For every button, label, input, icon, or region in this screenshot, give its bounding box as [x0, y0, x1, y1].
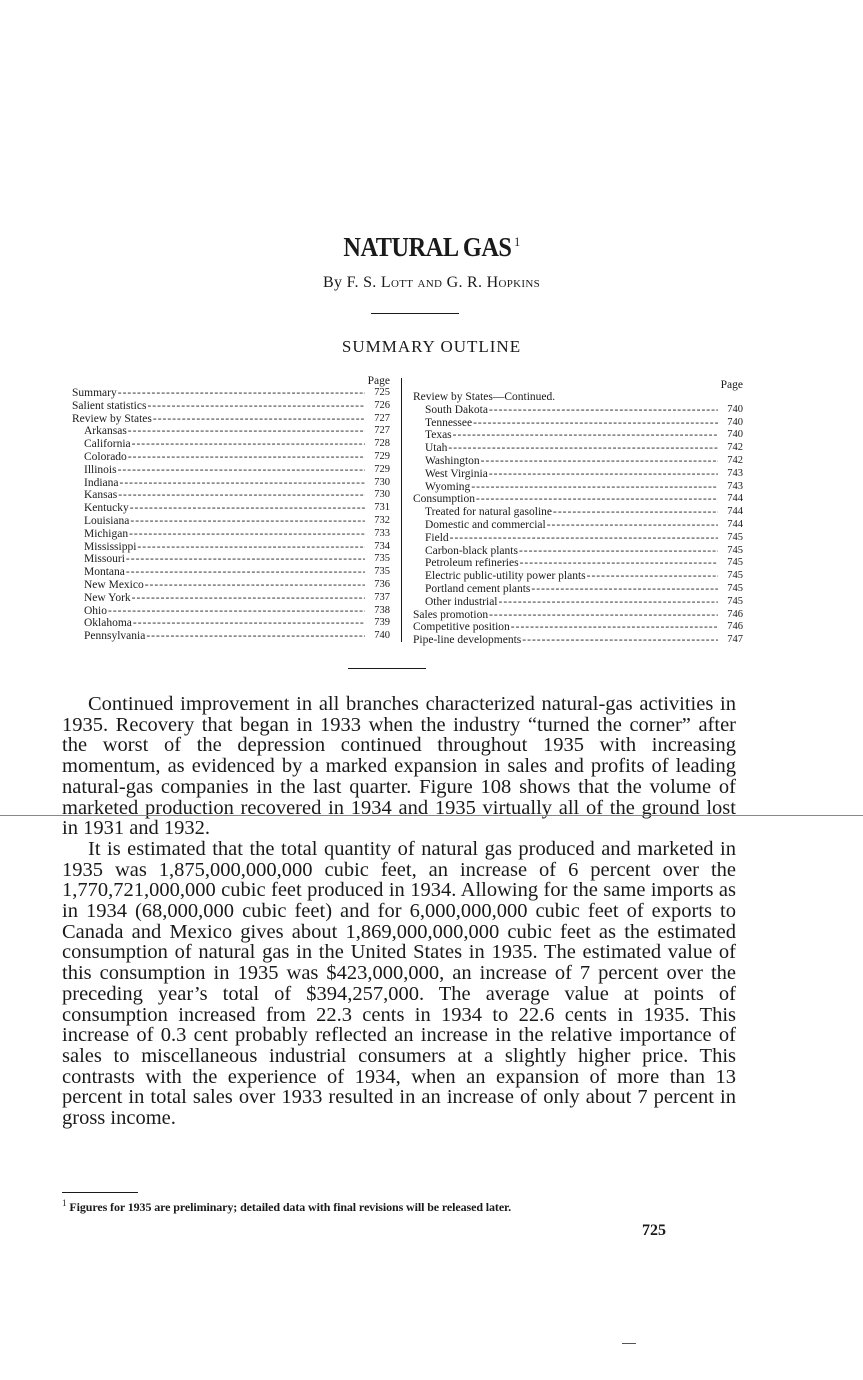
summary-outline-heading: SUMMARY OUTLINE	[341, 337, 522, 356]
outline-entry-leader	[499, 596, 719, 609]
outline-entry-label: Pennsylvania	[84, 630, 146, 643]
scan-artifact-dash	[622, 1343, 636, 1344]
outline-entry	[413, 634, 743, 647]
outline-entry-page: 729	[374, 463, 390, 475]
outline-entry-leader	[118, 464, 365, 477]
outline-entry	[413, 493, 743, 506]
outline-entry-page: 744	[727, 506, 743, 518]
outline-entry-label: Arkansas	[84, 425, 127, 438]
article-title	[43, 232, 820, 263]
outline-entry	[413, 519, 743, 532]
outline-entry	[72, 387, 390, 400]
title-rule	[371, 313, 459, 314]
outline-entry	[72, 566, 390, 579]
outline-entry-label: New York	[84, 591, 131, 604]
outline-entry-label: Field	[425, 531, 449, 544]
outline-entry-page: 740	[374, 630, 390, 642]
author-2: G. R. Hopkins	[446, 274, 541, 291]
outline-entry-label: Utah	[425, 442, 448, 455]
outline-entry-label: Competitive position	[413, 621, 510, 634]
outline-entry-page: 745	[727, 570, 743, 582]
outline-entry	[413, 532, 743, 545]
outline-entry-page: 740	[727, 416, 743, 428]
outline-entry-label: Washington	[425, 454, 480, 467]
outline-entry-leader	[519, 545, 718, 558]
outline-entry-leader	[145, 579, 365, 592]
outline-entry-page: 745	[727, 544, 743, 556]
outline-entry	[72, 477, 390, 490]
outline-entry-leader	[489, 468, 718, 481]
outline-entry-page: 743	[727, 480, 743, 492]
outline-entry-label: Mississippi	[84, 540, 137, 553]
outline-entry-page: 729	[374, 450, 390, 462]
outline-entry-page: 745	[727, 582, 743, 594]
outline-entry-label: Domestic and commercial	[425, 518, 546, 531]
outline-entry-leader	[128, 451, 365, 464]
outline-entry	[72, 515, 390, 528]
outline-entry-leader	[118, 387, 365, 400]
outline-entry-page: 744	[727, 493, 743, 505]
outline-entry-label: Ohio	[84, 604, 107, 617]
outline-entry-page: 746	[727, 608, 743, 620]
outline-entry-leader	[473, 417, 718, 430]
outline-entry-leader	[489, 609, 718, 622]
outline-entry-page: 745	[727, 531, 743, 543]
outline-entry-page: 740	[727, 403, 743, 415]
outline-entry-leader	[126, 553, 365, 566]
outline-right-list	[413, 404, 743, 647]
outline-entry	[413, 455, 743, 468]
outline-entry-leader	[553, 506, 718, 519]
outline-entry-page: 725	[374, 387, 390, 398]
outline-entry-page: 727	[374, 425, 390, 437]
scan-artifact-line	[0, 815, 863, 816]
outline-entry-page: 744	[727, 518, 743, 530]
outline-entry	[72, 438, 390, 451]
outline-entry-label: Colorado	[84, 450, 127, 463]
outline-entry-leader	[137, 541, 365, 554]
outline-entry	[72, 400, 390, 413]
title-footnote-mark: 1	[514, 234, 520, 249]
outline-entry-leader	[481, 455, 718, 468]
outline-entry-page: 732	[374, 514, 390, 526]
outline-entry	[72, 630, 390, 643]
outline-entry-page: 736	[374, 578, 390, 590]
outline-entry-leader	[511, 621, 718, 634]
outline-entry-leader	[476, 493, 718, 506]
outline-entry-page: 739	[374, 617, 390, 629]
outline-entry-leader	[133, 617, 365, 630]
outline-entry-label: Pipe-line developments	[413, 634, 522, 647]
outline-entry	[72, 605, 390, 618]
outline-entry-page: 747	[727, 634, 743, 646]
outline-entry-page: 735	[374, 566, 390, 578]
outline-entry-page: 737	[374, 591, 390, 603]
outline-entry-label: Petroleum refineries	[425, 557, 519, 570]
outline-entry	[413, 429, 743, 442]
outline-entry-label: Missouri	[84, 553, 125, 566]
outline-entry-leader	[522, 634, 718, 647]
outline-entry-leader	[108, 605, 365, 618]
outline-entry	[72, 489, 390, 502]
outline-entry-label: Other industrial	[425, 595, 498, 608]
byline	[0, 274, 863, 292]
outline-entry-leader	[489, 404, 718, 417]
outline-entry	[413, 417, 743, 430]
outline-entry-leader	[453, 429, 718, 442]
outline-entry	[72, 425, 390, 438]
outline-entry-label: Oklahoma	[84, 617, 132, 630]
outline-entry-label: Tennessee	[425, 416, 473, 429]
outline-entry-leader	[520, 557, 718, 570]
outline-entry-leader	[129, 528, 365, 541]
outline-entry	[413, 583, 743, 596]
outline-entry-page: 730	[374, 476, 390, 488]
outline-entry-page: 728	[374, 438, 390, 450]
outline-entry	[413, 468, 743, 481]
outline-entry-page: 742	[727, 454, 743, 466]
outline-entry	[72, 592, 390, 605]
outline-entry-label: West Virginia	[425, 467, 488, 480]
outline-entry	[413, 596, 743, 609]
outline-entry	[413, 621, 743, 634]
outline-entry-label: Portland cement plants	[425, 582, 531, 595]
section-rule	[348, 668, 426, 669]
byline-and: and	[417, 274, 443, 291]
outline-entry-page: 727	[374, 412, 390, 424]
outline-entry-page: 730	[374, 489, 390, 501]
outline-entry	[72, 464, 390, 477]
outline-entry-page: 745	[727, 557, 743, 569]
outline-entry-label: Salient statistics	[72, 399, 147, 412]
outline-left-list	[72, 387, 390, 643]
outline-entry	[413, 404, 743, 417]
outline-entry-label: Indiana	[84, 476, 119, 489]
outline-entry-leader	[153, 413, 365, 426]
outline-entry-label: Review by States	[72, 412, 152, 425]
footnote-text: Figures for 1935 are preliminary; detailed data with final revisions will be released later.	[69, 1200, 512, 1214]
outline-entry	[413, 481, 743, 494]
outline-entry	[72, 413, 390, 426]
author-1: F. S. Lott	[346, 274, 414, 291]
outline-left-column	[72, 375, 390, 643]
outline-entry	[413, 609, 743, 622]
outline-entry-label: Montana	[84, 566, 125, 579]
outline-entry-page: 733	[374, 527, 390, 539]
outline-column-divider	[401, 378, 402, 642]
outline-entry-leader	[146, 630, 365, 643]
page-column-header-right: Page	[720, 379, 743, 391]
page-column-header-left: Page	[367, 375, 390, 387]
outline-entry-leader	[128, 425, 365, 438]
outline-entry-page: 738	[374, 604, 390, 616]
outline-entry-label: Summary	[72, 387, 117, 399]
outline-entry-leader	[450, 532, 718, 545]
outline-entry-leader	[126, 566, 365, 579]
outline-entry	[72, 541, 390, 554]
outline-entry-label: Illinois	[84, 463, 117, 476]
outline-entry-page: 726	[374, 399, 390, 411]
outline-entry-leader	[130, 515, 365, 528]
body-text	[62, 694, 736, 1129]
outline-entry-leader	[130, 502, 365, 515]
outline-entry-label: Kansas	[84, 489, 118, 502]
outline-entry-label: Louisiana	[84, 514, 130, 527]
paragraph-2: It is estimated that the total quantity of natural gas produced and marketed in 1935 was 1,875,000,000,000 cubic feet, an increase of 6 percent over the 1,770,721,000,000 cubic feet produced in 1934. Allowing for the same imports as in 1934 (68,000,000 cubic feet) and for 6,000,000,000 cubic feet of exports to Canada and Mexico gives about 1,869,000,000,000 cubic feet as the estimated consumption of natural gas in the United States in 1935. The estimated value of this consumption in 1935 was $423,000,000, an increase of 7 percent over the preceding year’s total of $394,257,000. The average value at points of consumption increased from 22.3 cents in 1934 to 22.6 cents in 1935. This increase of 0.3 cent probably reflected an increase in the relative importance of sales to miscellaneous industrial consumers at a slightly higher price. This contrasts with the experience of 1934, when an expansion of more than 13 percent in total sales over 1933 resulted in an increase of only about 7 percent in gross income.	[62, 837, 736, 1130]
outline-entry-leader	[587, 570, 718, 583]
outline-entry	[72, 579, 390, 592]
outline-entry	[413, 545, 743, 558]
paragraph-1: Continued improvement in all branches characterized natural-gas activities in 1935. Recovery that began in 1933 when the industry “turned the corner” after the worst of the depression continued throughout 1935 with increasing momentum, as evidenced by a marked expansion in sales and profits of leading natural-gas companies in the last quarter. Figure 108 shows that the volume of marketed production recovered in 1934 and 1935 virtually all of the ground lost in 1931 and 1932.	[62, 693, 736, 840]
outline-entry-label: Consumption	[413, 493, 475, 506]
outline-entry-page: 731	[374, 502, 390, 514]
outline-entry-page: 746	[727, 621, 743, 633]
outline-entry-page: 742	[727, 442, 743, 454]
outline-entry-leader	[118, 489, 365, 502]
outline-entry-page: 734	[374, 540, 390, 552]
outline-entry-leader	[471, 481, 718, 494]
outline-entry-page: 740	[727, 429, 743, 441]
outline-entry-label: Sales promotion	[413, 608, 489, 621]
outline-entry	[413, 506, 743, 519]
outline-entry-label: California	[84, 438, 131, 451]
review-continued-label: Review by States—Continued.	[413, 391, 556, 403]
outline-entry-leader	[132, 592, 365, 605]
outline-entry	[413, 570, 743, 583]
outline-entry-label: Wyoming	[425, 480, 471, 493]
outline-entry-label: Texas	[425, 429, 452, 442]
outline-entry-label: Treated for natural gasoline	[425, 506, 552, 519]
outline-entry-label: Kentucky	[84, 502, 129, 515]
outline-entry-label: South Dakota	[425, 403, 488, 416]
outline-entry-page: 743	[727, 467, 743, 479]
outline-entry-leader	[531, 583, 718, 596]
footnote-rule	[62, 1192, 138, 1193]
footnote-mark: 1	[62, 1198, 67, 1208]
outline-right-column	[413, 379, 743, 647]
outline-entry-leader	[448, 442, 718, 455]
outline-entry-leader	[547, 519, 718, 532]
outline-entry-page: 745	[727, 595, 743, 607]
page-number: 725	[642, 1222, 666, 1239]
outline-entry-label: Michigan	[84, 527, 129, 540]
outline-entry-leader	[132, 438, 365, 451]
outline-entry	[72, 617, 390, 630]
outline-entry	[413, 442, 743, 455]
outline-entry-leader	[119, 477, 365, 490]
footnote	[62, 1198, 762, 1215]
title-text: NATURAL GAS	[343, 232, 512, 262]
outline-entry	[72, 528, 390, 541]
byline-by: By	[322, 274, 343, 291]
outline-entry-page: 735	[374, 553, 390, 565]
outline-entry	[72, 502, 390, 515]
outline-entry-label: Carbon-black plants	[425, 544, 518, 557]
outline-entry-label: Electric public-utility power plants	[425, 570, 586, 583]
outline-entry	[72, 553, 390, 566]
outline-entry-label: New Mexico	[84, 578, 144, 591]
outline-entry	[72, 451, 390, 464]
outline-entry-leader	[147, 400, 365, 413]
outline-entry	[413, 557, 743, 570]
